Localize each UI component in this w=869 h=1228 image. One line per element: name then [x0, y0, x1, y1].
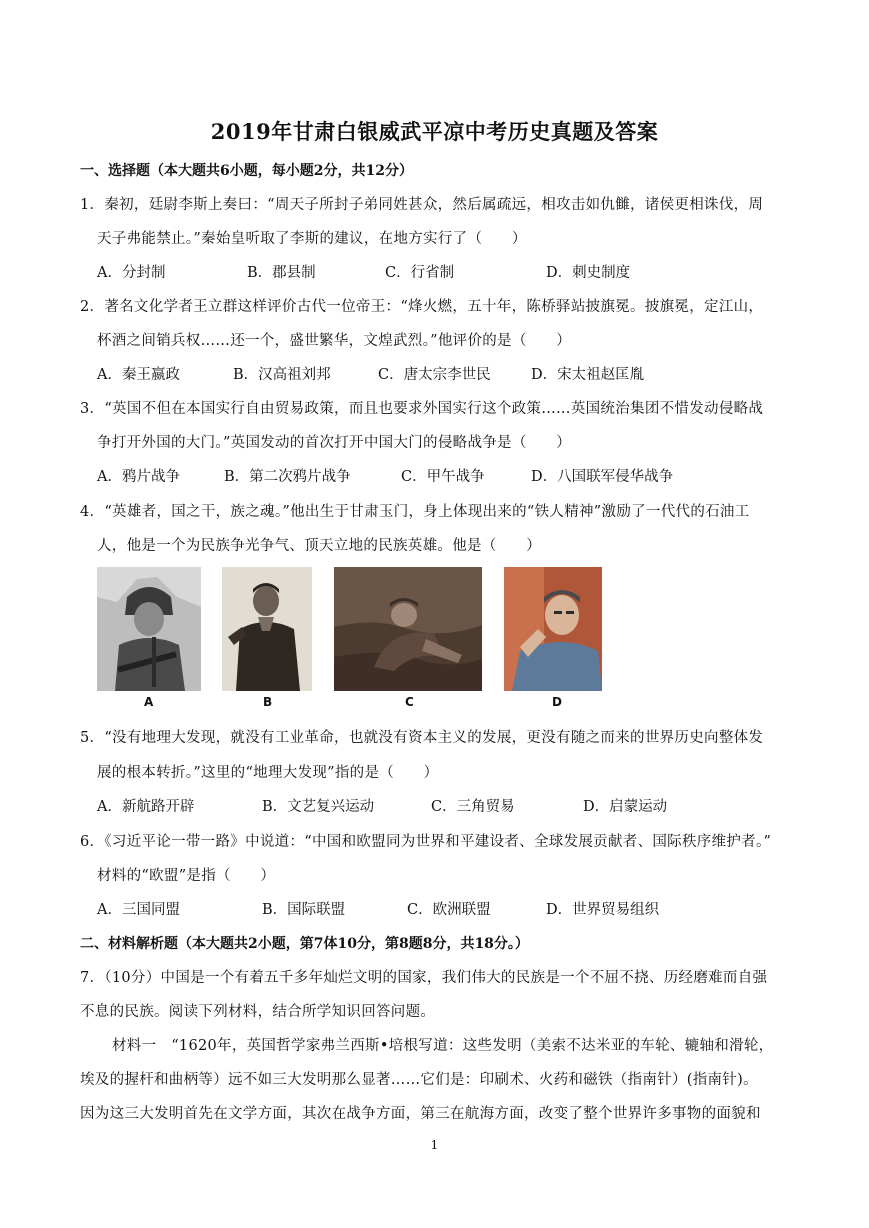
question-6-option-b: B．国际联盟	[262, 902, 346, 918]
question-2-option-d: D．宋太祖赵匡胤	[531, 367, 645, 383]
question-3-line-1: 3．“英国不但在本国实行自由贸易政策，而且也要求外国实行这个政策……英国统治集团不惜发动侵略战	[80, 401, 764, 417]
question-1-option-b: B．郡县制	[247, 265, 316, 281]
question-6-line-1: 6．《习近平论一带一路》中说道：“中国和欧盟同为世界和平建设者、全球发展贡献者、国际秩序维护者。”	[80, 834, 772, 850]
photo-b-man	[222, 567, 312, 691]
section-heading-choice: 一、选择题（本大题共6小题，每小题2分，共12分）	[80, 163, 413, 179]
question-1-option-c: C．行省制	[385, 265, 455, 281]
photo-d-older-man	[504, 567, 602, 691]
question-7-line-2: 不息的民族。阅读下列材料，结合所学知识回答问题。	[80, 1004, 436, 1020]
question-2-option-b: B．汉高祖刘邦	[233, 367, 331, 383]
question-5-option-a: A．新航路开辟	[97, 799, 195, 815]
question-6-line-2: 材料的“欧盟”是指（ ）	[97, 868, 276, 884]
question-4-line-1: 4．“英雄者，国之干，族之魂。”他出生于甘肃玉门，身上体现出来的“铁人精神”激励了一代代的石油工	[80, 504, 750, 520]
question-3-line-2: 争打开外国的大门。”英国发动的首次打开中国大门的侵略战争是（ ）	[97, 435, 572, 451]
material-1-line-1: 材料一 “1620年，英国哲学家弗兰西斯•培根写道：这些发明（美索不达米亚的车轮、辘轴和滑轮，	[112, 1038, 774, 1054]
question-5-line-2: 展的根本转折。”这里的“地理大发现”指的是（ ）	[97, 765, 439, 781]
question-3-option-d: D．八国联军侵华战争	[531, 469, 674, 485]
page-number: 1	[430, 1138, 439, 1152]
question-2-option-c: C．唐太宗李世民	[378, 367, 491, 383]
question-1-line-2: 天子弗能禁止。”秦始皇听取了李斯的建议，在地方实行了（ ）	[97, 231, 527, 247]
page-title: 2019年甘肃白银威武平凉中考历史真题及答案	[210, 119, 659, 144]
question-2-line-2: 杯酒之间销兵权……还一个，盛世繁华，文煌武烈。”他评价的是（ ）	[97, 333, 572, 349]
question-2-line-1: 2．著名文化学者王立群这样评价古代一位帝王：“烽火燃，五十年，陈桥驿站披旗冕。披旗冕，定江山，	[80, 299, 764, 315]
photo-b-label: B	[263, 695, 273, 709]
question-5-option-b: B．文艺复兴运动	[262, 799, 375, 815]
photo-a-soldier	[97, 567, 201, 691]
question-1-option-a: A．分封制	[97, 265, 166, 281]
question-3-option-a: A．鸦片战争	[97, 469, 180, 485]
question-3-option-b: B．第二次鸦片战争	[224, 469, 351, 485]
question-5-option-c: C．三角贸易	[431, 799, 515, 815]
question-4-line-2: 人，他是一个为民族争光争气、顶天立地的民族英雄。他是（ ）	[97, 538, 541, 554]
question-1-option-d: D．刺史制度	[546, 265, 631, 281]
question-5-option-d: D．启蒙运动	[583, 799, 668, 815]
question-3-option-c: C．甲午战争	[401, 469, 485, 485]
question-1-line-1: 1．秦初，廷尉李斯上奏曰：“周天子所封子弟同姓甚众，然后属疏远，相攻击如仇雠，诸侯更相诛伐，周	[80, 197, 764, 213]
photo-d-label: D	[552, 695, 562, 709]
photo-a-label: A	[144, 695, 154, 709]
question-5-line-1: 5．“没有地理大发现，就没有工业革命，也就没有资本主义的发展，更没有随之而来的世界历史向整体发	[80, 730, 764, 746]
question-6-option-d: D．世界贸易组织	[546, 902, 660, 918]
photo-c-label: C	[405, 695, 414, 709]
question-2-option-a: A．秦王嬴政	[97, 367, 180, 383]
material-1-line-2: 埃及的握杆和曲柄等）远不如三大发明那么显著……它们是：印刷术、火药和磁铁（指南针）(指南针)。	[80, 1072, 758, 1088]
material-1-line-3: 因为这三大发明首先在文学方面，其次在战争方面，第三在航海方面，改变了整个世界许多事物的面貌和	[80, 1106, 761, 1122]
question-6-option-a: A．三国同盟	[97, 902, 180, 918]
photo-c-man-in-mud	[334, 567, 482, 691]
question-6-option-c: C．欧洲联盟	[407, 902, 491, 918]
question-7-line-1: 7．（10分）中国是一个有着五千多年灿烂文明的国家，我们伟大的民族是一个不屈不挠、历经磨难而自强	[80, 970, 768, 986]
section-heading-material: 二、材料解析题（本大题共2小题，第7体10分，第8题8分，共18分。）	[80, 936, 529, 952]
